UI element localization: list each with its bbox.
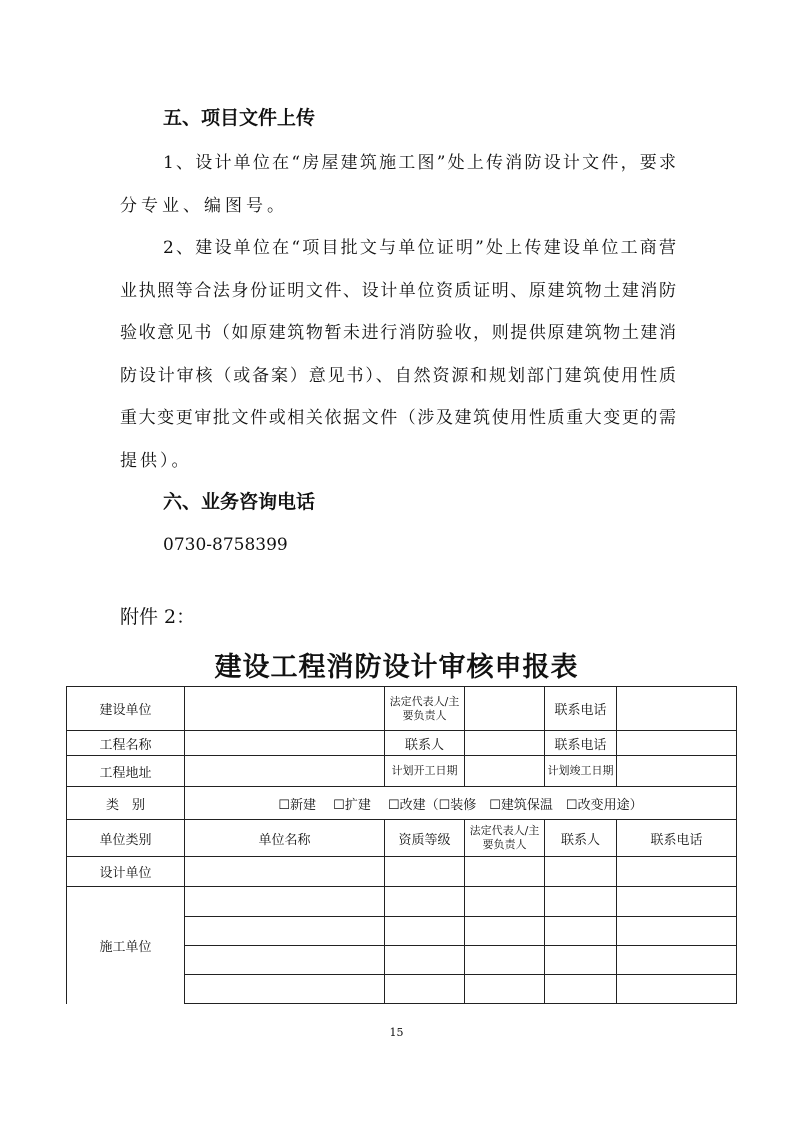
attachment-label: 附件 2： xyxy=(120,606,196,628)
cell[interactable] xyxy=(185,975,385,1004)
cell[interactable] xyxy=(185,946,385,975)
label-phone: 联系电话 xyxy=(545,731,617,756)
header-legal-rep: 法定代表人/主要负责人 xyxy=(465,820,545,857)
input-contact[interactable] xyxy=(465,731,545,756)
label-design-unit: 设计单位 xyxy=(67,857,185,887)
label-contact: 联系人 xyxy=(385,731,465,756)
paragraph-line: 提供）。 xyxy=(120,451,192,471)
cell[interactable] xyxy=(545,887,617,917)
cell[interactable] xyxy=(545,975,617,1004)
form-title: 建设工程消防设计审核申报表 xyxy=(214,652,579,683)
label-project-address: 工程地址 xyxy=(67,756,185,787)
cell[interactable] xyxy=(185,887,385,917)
label-legal-rep: 法定代表人/主要负责人 xyxy=(385,687,465,731)
input-completion-date[interactable] xyxy=(617,756,737,787)
input-phone[interactable] xyxy=(617,731,737,756)
cell[interactable] xyxy=(465,946,545,975)
cell[interactable] xyxy=(617,917,737,946)
paragraph-line: 验收意见书（如原建筑物暂未进行消防验收，则提供原建筑物土建消 xyxy=(120,323,676,343)
paragraph-line: 2、建设单位在“项目批文与单位证明”处上传建设单位工商营 xyxy=(163,238,676,258)
paragraph-line: 1、设计单位在“房屋建筑施工图”处上传消防设计文件，要求 xyxy=(163,153,676,173)
label-construction-unit: 建设单位 xyxy=(67,687,185,731)
header-unit-type: 单位类别 xyxy=(67,820,185,857)
cell[interactable] xyxy=(465,917,545,946)
header-contact: 联系人 xyxy=(545,820,617,857)
paragraph-line: 分专业、编图号。 xyxy=(120,196,288,216)
category-options[interactable]: ☐新建 ☐扩建 ☐改建（☐装修 ☐建筑保温 ☐改变用途） xyxy=(185,787,737,820)
cell[interactable] xyxy=(385,946,465,975)
application-form-table xyxy=(66,686,737,1004)
cell[interactable] xyxy=(385,917,465,946)
cell[interactable] xyxy=(185,917,385,946)
input-phone[interactable] xyxy=(617,687,737,731)
page-number: 15 xyxy=(389,1026,404,1039)
cell[interactable] xyxy=(385,975,465,1004)
cell[interactable] xyxy=(465,857,545,887)
header-qualification: 资质等级 xyxy=(385,820,465,857)
input-start-date[interactable] xyxy=(465,756,545,787)
cell[interactable] xyxy=(465,975,545,1004)
label-construction-company: 施工单位 xyxy=(67,887,185,1004)
cell[interactable] xyxy=(545,917,617,946)
cell[interactable] xyxy=(385,887,465,917)
cell[interactable] xyxy=(545,857,617,887)
label-phone: 联系电话 xyxy=(545,687,617,731)
cell[interactable] xyxy=(385,857,465,887)
label-project-name: 工程名称 xyxy=(67,731,185,756)
section-heading-5: 五、项目文件上传 xyxy=(163,107,316,129)
input-construction-unit[interactable] xyxy=(185,687,385,731)
label-category: 类 别 xyxy=(67,787,185,820)
input-project-name[interactable] xyxy=(185,731,385,756)
cell[interactable] xyxy=(185,857,385,887)
paragraph-line: 防设计审核（或备案）意见书）、自然资源和规划部门建筑使用性质 xyxy=(120,366,676,386)
header-unit-name: 单位名称 xyxy=(185,820,385,857)
cell[interactable] xyxy=(617,946,737,975)
cell[interactable] xyxy=(617,887,737,917)
section-heading-6: 六、业务咨询电话 xyxy=(163,491,316,513)
header-phone: 联系电话 xyxy=(617,820,737,857)
label-completion-date: 计划竣工日期 xyxy=(545,756,617,787)
cell[interactable] xyxy=(617,975,737,1004)
cell[interactable] xyxy=(617,857,737,887)
input-legal-rep[interactable] xyxy=(465,687,545,731)
paragraph-line: 重大变更审批文件或相关依据文件（涉及建筑使用性质重大变更的需 xyxy=(120,408,676,428)
cell[interactable] xyxy=(545,946,617,975)
phone-number: 0730-8758399 xyxy=(163,535,288,555)
label-start-date: 计划开工日期 xyxy=(385,756,465,787)
input-project-address[interactable] xyxy=(185,756,385,787)
paragraph-line: 业执照等合法身份证明文件、设计单位资质证明、原建筑物土建消防 xyxy=(120,281,676,301)
cell[interactable] xyxy=(465,887,545,917)
